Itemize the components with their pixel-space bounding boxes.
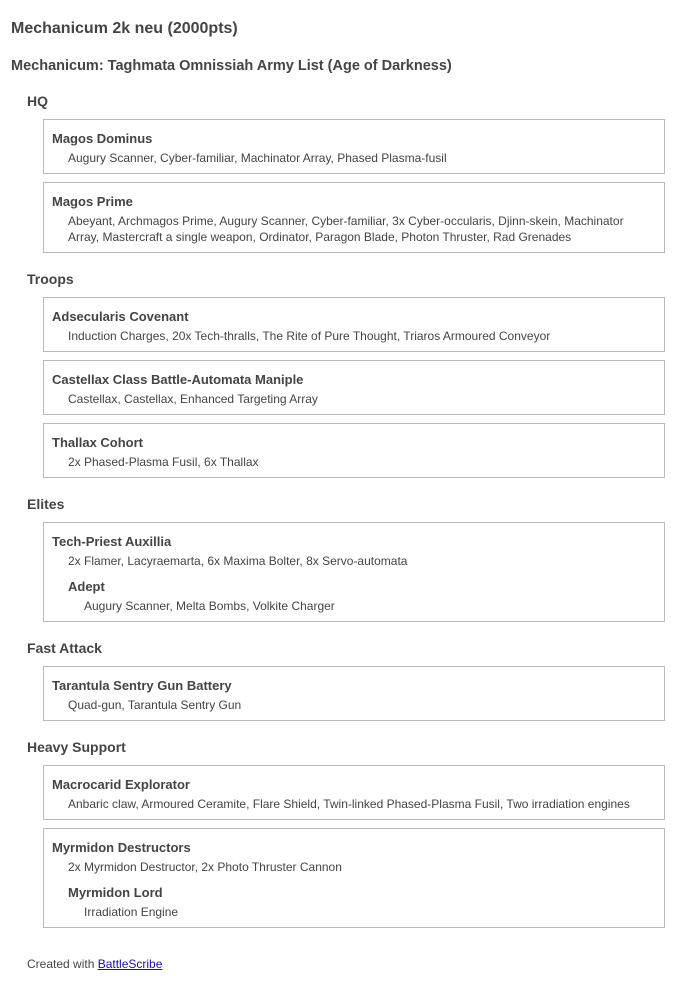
unit-upgrades: Anbaric claw, Armoured Ceramite, Flare Shield, Twin-linked Phased-Plasma Fusil, Two irradiation engines [68,797,630,811]
roster-title: Mechanicum 2k neu (2000pts) [11,20,238,37]
battlescribe-link[interactable]: BattleScribe [97,957,163,971]
unit-upgrades: 2x Myrmidon Destructor, 2x Photo Thruster Cannon [68,860,342,874]
unit-card [43,828,665,928]
roster-content [27,93,665,936]
sub-unit-upgrades: Augury Scanner, Melta Bombs, Volkite Charger [84,599,335,613]
sub-unit [68,578,656,614]
unit-name: Adsecularis Covenant [52,309,189,324]
sub-unit-name: Myrmidon Lord [68,885,163,900]
category-hq: HQ [27,93,48,109]
unit-card [43,423,665,478]
category-fast-attack: Fast Attack [27,640,102,656]
unit-upgrades: Quad-gun, Tarantula Sentry Gun [68,698,242,712]
sub-unit [68,884,656,920]
unit-card [43,182,665,253]
unit-card [43,119,665,174]
category-elites: Elites [27,496,65,512]
unit-card [43,360,665,415]
unit-name: Castellax Class Battle-Automata Maniple [52,372,304,387]
unit-name: Myrmidon Destructors [52,840,191,855]
category-heavy-support: Heavy Support [27,739,126,755]
footer [27,957,162,971]
unit-card [43,522,665,622]
unit-name: Tarantula Sentry Gun Battery [52,678,232,693]
unit-upgrades: 2x Phased-Plasma Fusil, 6x Thallax [68,455,259,469]
sub-unit-name: Adept [68,579,105,594]
unit-upgrades: Castellax, Castellax, Enhanced Targeting Array [68,392,318,406]
footer-prefix: Created with [27,957,98,971]
unit-upgrades: 2x Flamer, Lacyraemarta, 6x Maxima Bolter, 8x Servo-automata [68,554,408,568]
unit-upgrades: Augury Scanner, Cyber-familiar, Machinator Array, Phased Plasma-fusil [68,151,447,165]
unit-name: Magos Dominus [52,131,153,146]
unit-card [43,666,665,721]
sub-unit-upgrades: Irradiation Engine [84,905,179,919]
force-title: Mechanicum: Taghmata Omnissiah Army List (Age of Darkness) [11,58,452,74]
unit-upgrades: Abeyant, Archmagos Prime, Augury Scanner, Cyber-familiar, 3x Cyber-occularis, Djinn-skein, Machinator Array, Mastercraft a single weapon, Ordinator, Paragon Blade, Photon Thruster, Rad Grenades [68,214,624,244]
category-troops: Troops [27,271,74,287]
unit-name: Thallax Cohort [52,435,144,450]
unit-card [43,765,665,820]
unit-name: Magos Prime [52,194,133,209]
unit-card [43,297,665,352]
unit-upgrades: Induction Charges, 20x Tech-thralls, The Rite of Pure Thought, Triaros Armoured Conveyor [68,329,551,343]
unit-name: Macrocarid Explorator [52,777,190,792]
unit-name: Tech-Priest Auxillia [52,534,172,549]
